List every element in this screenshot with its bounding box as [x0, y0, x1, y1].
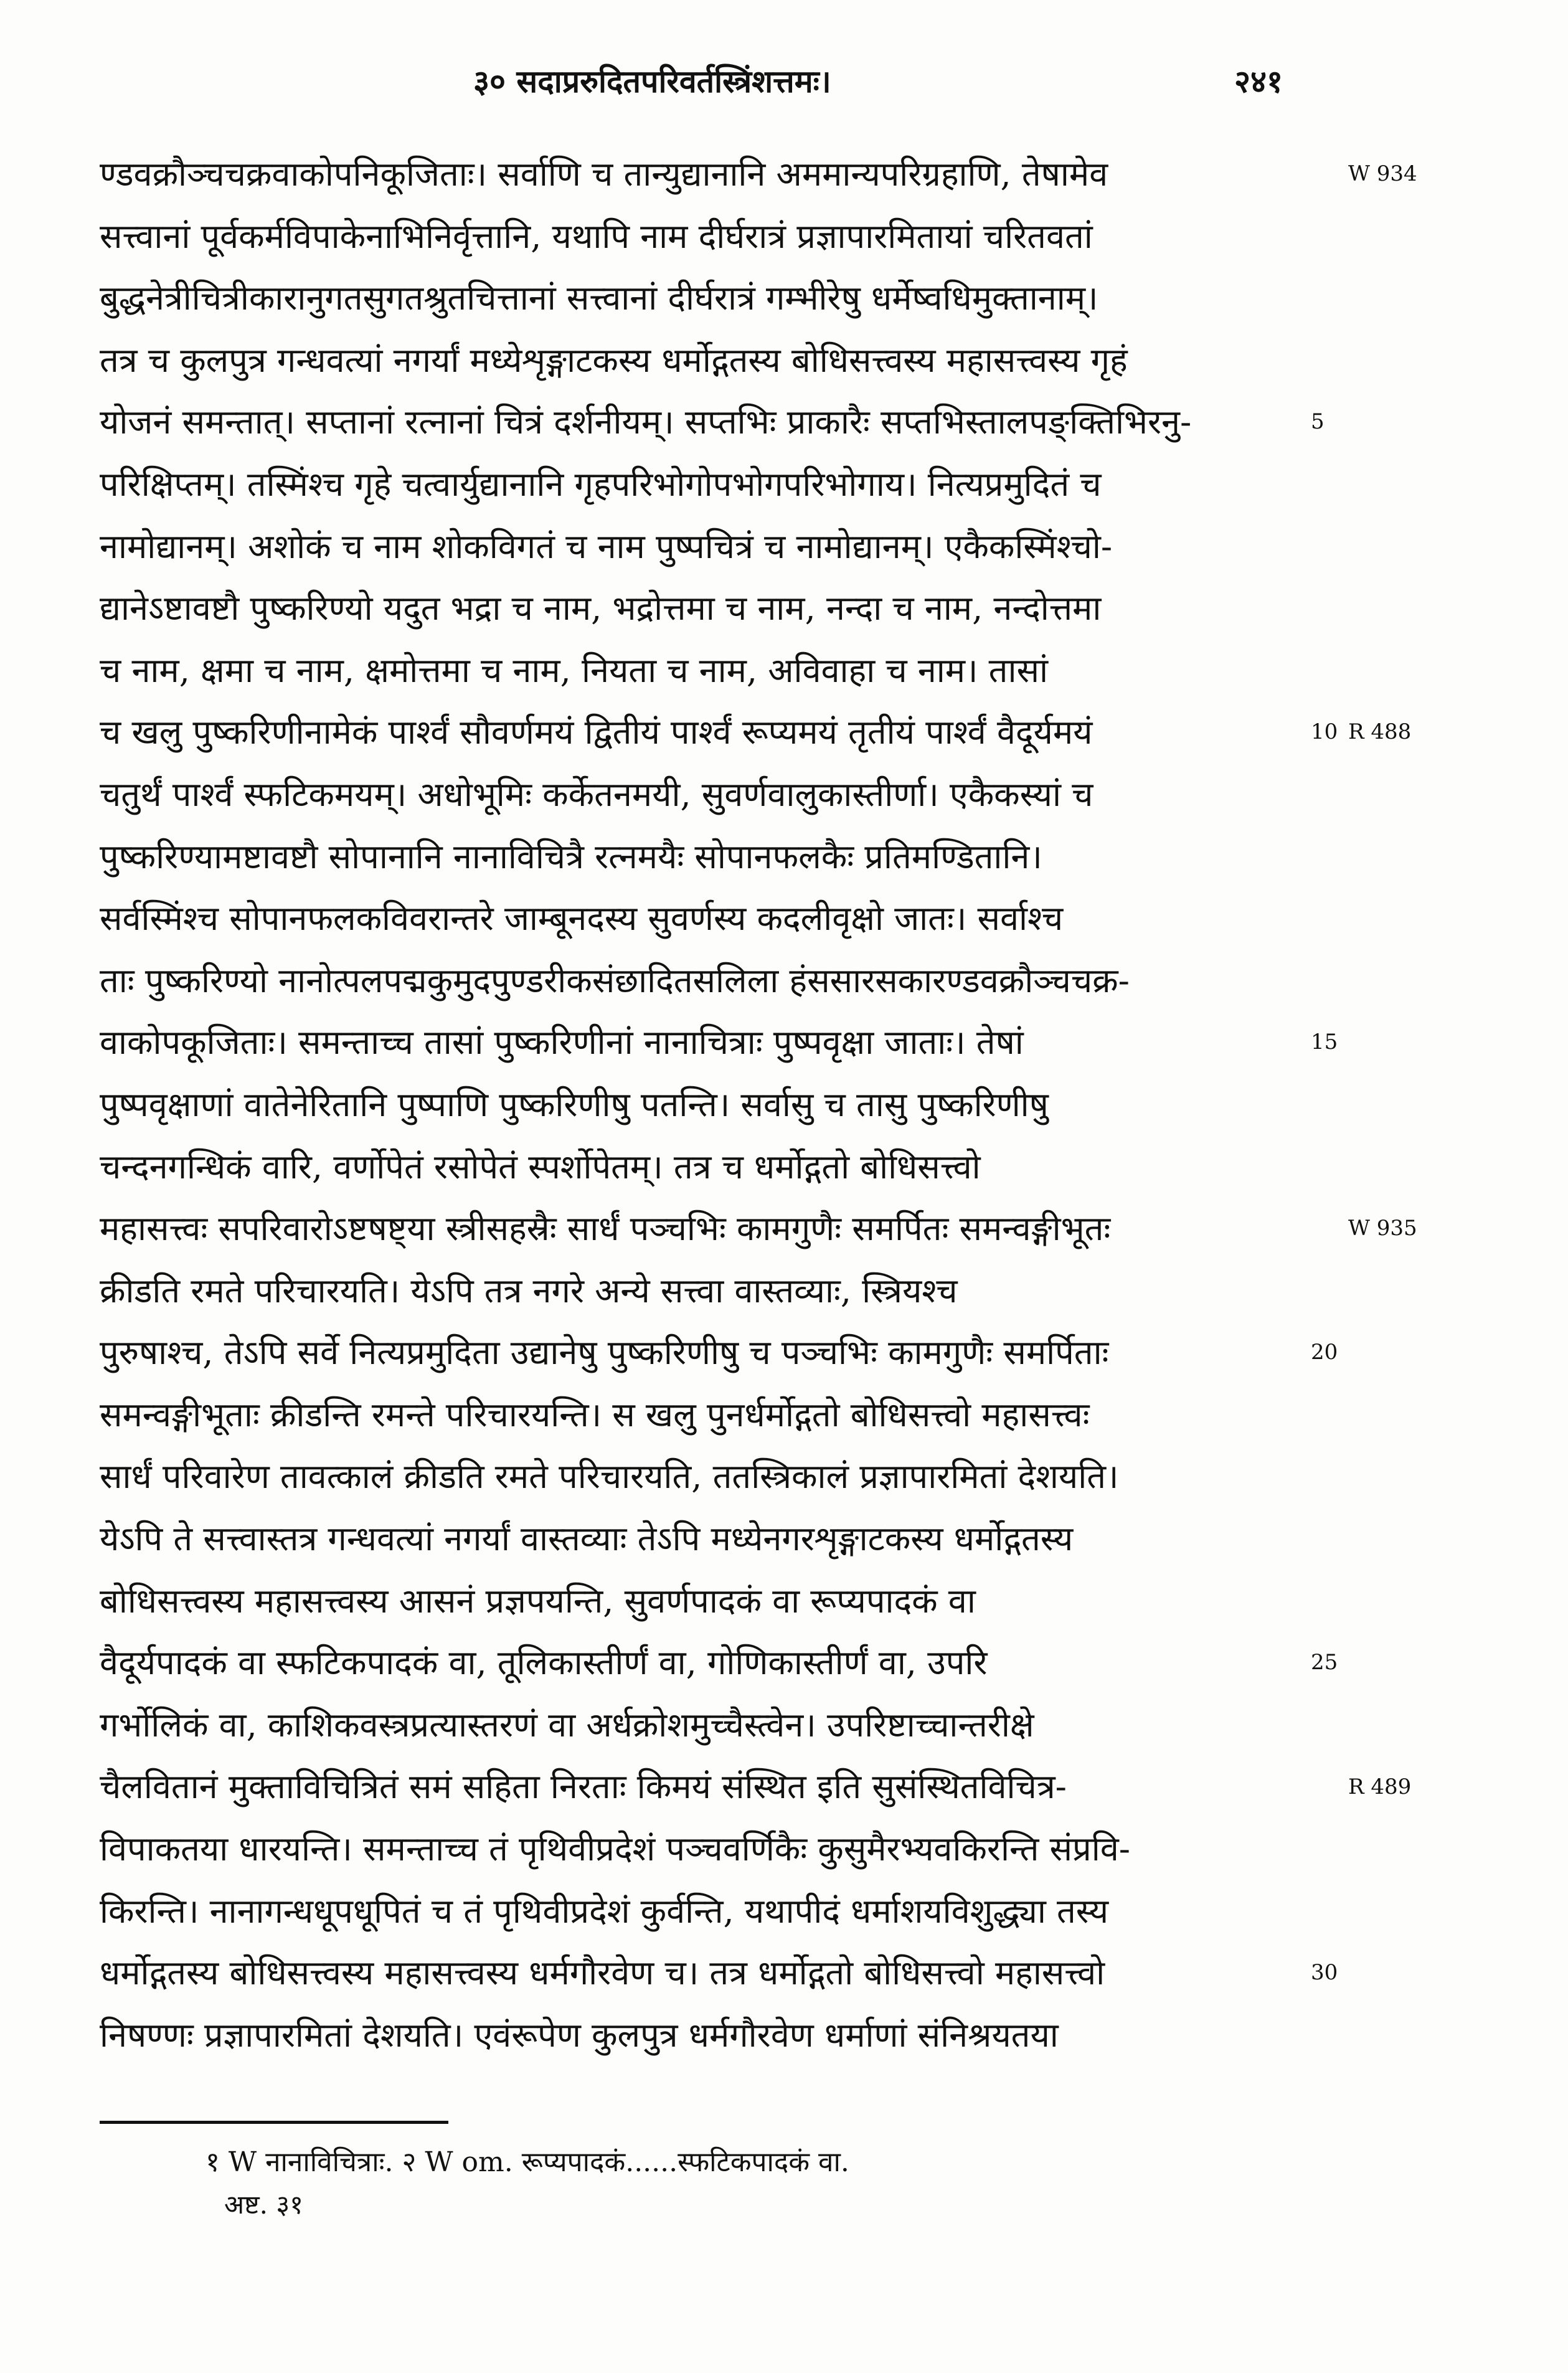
line-text: वाकोपकूजिताः। समन्ताच्च तासां पुष्करिणीनां नानाचित्राः पुष्पवृक्षा जाताः। तेषां: [100, 1023, 1024, 1063]
text-line: [100, 826, 1295, 888]
text-line: [100, 516, 1295, 578]
line-text: चैलवितानं मुक्ताविचित्रितं समं सहिता निरताः किमयं संस्थित इति सुसंस्थितविचित्र-: [100, 1767, 1067, 1807]
marginal-reference: R 489: [1348, 1774, 1412, 1799]
line-text: बोधिसत्त्वस्य महासत्त्वस्य आसनं प्रज्ञपयन्ति, सुवर्णपादकं वा रूप्यपादकं वा: [100, 1581, 976, 1621]
line-number: 20: [1311, 1340, 1338, 1365]
signature-mark: अष्ट. ३१: [224, 2189, 303, 2220]
text-line: [100, 1446, 1295, 1508]
text-line: [100, 1756, 1295, 1818]
line-text: द्यानेऽष्टावष्टौ पुष्करिण्यो यदुत भद्रा च नाम, भद्रोत्तमा च नाम, नन्दा च नाम, नन्दोत्तमा: [100, 589, 1102, 628]
text-line: [100, 1570, 1295, 1632]
footnotes: [205, 2143, 1295, 2182]
line-text: तत्र च कुलपुत्र गन्धवत्यां नगर्यां मध्येशृङ्गाटकस्य धर्मोद्गतस्य बोधिसत्त्वस्य महासत्त्वस्य गृहं: [100, 340, 1128, 380]
line-text: महासत्त्वः सपरिवारोऽष्टषष्ट्या स्त्रीसहस्रैः सार्धं पञ्चभिः कामगुणैः समर्पितः समन्वङ्गीभूतः: [100, 1209, 1111, 1249]
line-text: बुद्धनेत्रीचित्रीकारानुगतसुगतश्रुतचित्तानां सत्त्वानां दीर्घरात्रं गम्भीरेषु धर्मेष्वधिमुक्तानाम्।: [100, 278, 1098, 318]
text-line: [100, 1942, 1295, 2004]
text-line: [100, 2004, 1295, 2067]
line-number: 15: [1311, 1030, 1338, 1055]
line-text: निषण्णः प्रज्ञापारमितां देशयति। एवंरूपेण कुलपुत्र धर्मगौरवेण धर्माणां संनिश्रयतया: [100, 2015, 1059, 2055]
line-text: च नाम, क्षमा च नाम, क्षमोत्तमा च नाम, नियता च नाम, अविवाहा च नाम। तासां: [100, 650, 1048, 690]
text-line: [100, 206, 1295, 268]
line-text: गर्भोलिकं वा, काशिकवस्त्रप्रत्यास्तरणं वा अर्धक्रोशमुच्चैस्त्वेन। उपरिष्टाच्चान्तरीक्षे: [100, 1705, 1034, 1745]
text-line: [100, 764, 1295, 826]
line-text: धर्मोद्गतस्य बोधिसत्त्वस्य महासत्त्वस्य धर्मगौरवेण च। तत्र धर्मोद्गतो बोधिसत्त्वो महासत्त्वो: [100, 1953, 1105, 1993]
text-line: [100, 640, 1295, 702]
line-text: ताः पुष्करिण्यो नानोत्पलपद्मकुमुदपुण्डरीकसंछादितसलिला हंससारसकारण्डवक्रौञ्चचक्र-: [100, 960, 1130, 1000]
text-line: [100, 1384, 1295, 1446]
line-text: किरन्ति। नानागन्धधूपधूपितं च तं पृथिवीप्रदेशं कुर्वन्ति, यथापीदं धर्माशयविशुद्ध्या तस्य: [100, 1891, 1109, 1931]
line-text: च खलु पुष्करिणीनामेकं पार्श्वं सौवर्णमयं द्वितीयं पार्श्वं रूप्यमयं तृतीयं पार्श्वं वैदूर्यमयं: [100, 713, 1093, 752]
footnote: १ W नानाविचित्राः. २ W om. रूप्यपादकं......स्फटिकपादकं वा.: [205, 2146, 849, 2178]
text-line: [100, 1322, 1295, 1384]
line-text: क्रीडति रमते परिचारयति। येऽपि तत्र नगरे अन्ये सत्त्वा वास्तव्याः, स्त्रियश्च: [100, 1271, 958, 1310]
line-number: 30: [1311, 1960, 1338, 1986]
text-line: [100, 1508, 1295, 1570]
line-text: सार्धं परिवारेण तावत्कालं क्रीडति रमते परिचारयति, ततस्त्रिकालं प्रज्ञापारमितां देशयति।: [100, 1457, 1119, 1497]
line-number: 25: [1311, 1650, 1338, 1675]
line-text: योजनं समन्तात्। सप्तानां रत्नानां चित्रं दर्शनीयम्। सप्तभिः प्राकारैः सप्तभिस्तालपङ्क्तिभिरनु-: [100, 402, 1192, 442]
text-line: [100, 1011, 1295, 1074]
marginal-reference: W 934: [1348, 161, 1417, 186]
page-number: २४१: [1234, 63, 1283, 100]
line-text: येऽपि ते सत्त्वास्तत्र गन्धवत्यां नगर्यां वास्तव्याः तेऽपि मध्येनगरशृङ्गाटकस्य धर्मोद्गतस्य: [100, 1519, 1074, 1559]
text-line: [100, 391, 1295, 453]
marginal-reference: R 488: [1348, 719, 1412, 745]
text-line: [100, 453, 1295, 516]
text-line: [100, 143, 1295, 206]
line-text: वैदूर्यपादकं वा स्फटिकपादकं वा, तूलिकास्तीर्णं वा, गोणिकास्तीर्णं वा, उपरि: [100, 1643, 988, 1683]
line-text: सर्वस्मिंश्च सोपानफलकविवरान्तरे जाम्बूनदस्य सुवर्णस्य कदलीवृक्षो जातः। सर्वाश्च: [100, 899, 1064, 939]
line-text: परिक्षिप्तम्। तस्मिंश्च गृहे चत्वार्युद्यानानि गृहपरिभोगोपभोगपरिभोगाय। नित्यप्रमुदितं च: [100, 464, 1102, 504]
text-line: [100, 1818, 1295, 1880]
line-text: नामोद्यानम्। अशोकं च नाम शोकविगतं च नाम पुष्पचित्रं च नामोद्यानम्। एकैकस्मिंश्चो-: [100, 526, 1113, 566]
text-line: [100, 1260, 1295, 1322]
line-text: पुष्पवृक्षाणां वातेनेरितानि पुष्पाणि पुष्करिणीषु पतन्ति। सर्वासु च तासु पुष्करिणीषु: [100, 1084, 1049, 1124]
line-number: 5: [1311, 409, 1325, 435]
text-line: [100, 1074, 1295, 1136]
main-text: [100, 143, 1417, 2066]
text-line: [100, 1198, 1295, 1260]
line-text: विपाकतया धारयन्ति। समन्ताच्च तं पृथिवीप्रदेशं पञ्चवर्णिकैः कुसुमैरभ्यवकिरन्ति संप्रवि-: [100, 1829, 1131, 1869]
line-text: चन्दनगन्धिकं वारि, वर्णोपेतं रसोपेतं स्पर्शोपेतम्। तत्र च धर्मोद्गतो बोधिसत्त्वो: [100, 1147, 981, 1186]
line-text: पुष्करिण्यामष्टावष्टौ सोपानानि नानाविचित्रै रत्नमयैः सोपानफलकैः प्रतिमण्डितानि।: [100, 836, 1042, 876]
running-header: [473, 59, 1283, 115]
line-text: सत्त्वानां पूर्वकर्मविपाकेनाभिनिर्वृत्तानि, यथापि नाम दीर्घरात्रं प्रज्ञापारमितायां चरितवतां: [100, 216, 1093, 256]
text-line: [100, 950, 1295, 1012]
line-text: ण्डवक्रौञ्चचक्रवाकोपनिकूजिताः। सर्वाणि च तान्युद्यानानि अममान्यपरिग्रहाणि, तेषामेव: [100, 154, 1108, 194]
text-line: [100, 577, 1295, 640]
line-text: समन्वङ्गीभूताः क्रीडन्ति रमन्ते परिचारयन्ति। स खलु पुनर्धर्मोद्गतो बोधिसत्त्वो महासत्त्वः: [100, 1395, 1090, 1434]
text-line: [100, 1880, 1295, 1943]
line-text: चतुर्थं पार्श्वं स्फटिकमयम्। अधोभूमिः कर्केतनमयी, सुवर्णवालुकास्तीर्णा। एकैकस्यां च: [100, 774, 1093, 814]
text-line: [100, 1694, 1295, 1756]
line-text: पुरुषाश्च, तेऽपि सर्वे नित्यप्रमुदिता उद्यानेषु पुष्करिणीषु च पञ्चभिः कामगुणैः समर्पिताः: [100, 1333, 1109, 1373]
line-number: 10: [1311, 719, 1338, 745]
text-line: [100, 329, 1295, 392]
chapter-title: ३० सदाप्ररुदितपरिवर्तस्त्रिंशत्तमः।: [473, 63, 831, 100]
text-line: [100, 888, 1295, 950]
text-line: [100, 267, 1295, 329]
footnote-rule: [100, 2121, 448, 2124]
text-line: [100, 701, 1295, 764]
text-line: [100, 1632, 1295, 1694]
marginal-reference: W 935: [1348, 1216, 1417, 1241]
text-line: [100, 1136, 1295, 1198]
